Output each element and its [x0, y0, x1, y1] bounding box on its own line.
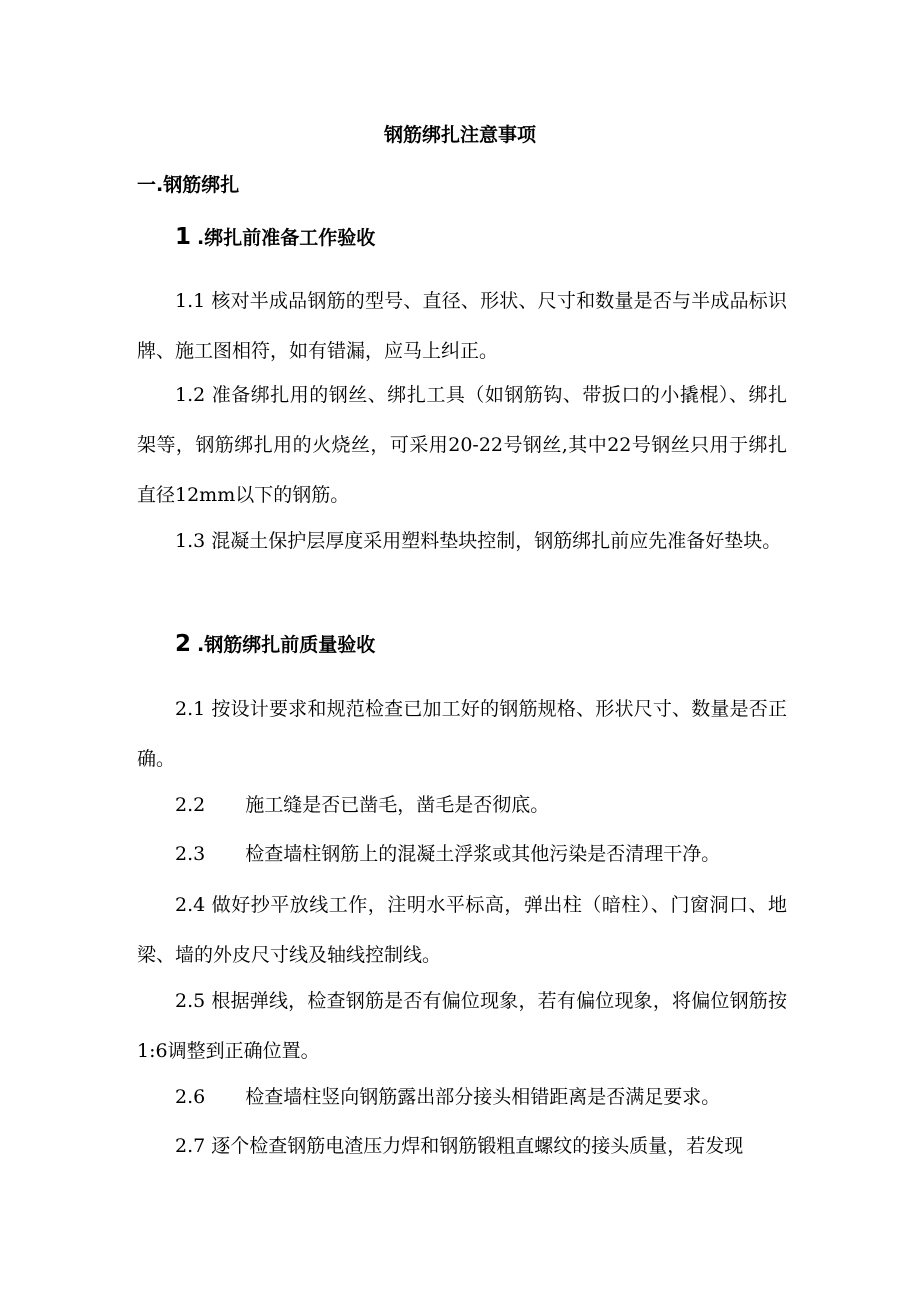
clause-number: 1.2 [175, 384, 206, 406]
clause-number: 2.7 [175, 1135, 206, 1157]
subheading-1 [175, 222, 375, 253]
clause-text: 核对半成品钢筋的型号、直径、形状、尺寸和数量是否与半成品标识牌、施工图相符，如有错漏，应马上纠正。 [137, 290, 787, 362]
clause-text: 检查墙柱竖向钢筋露出部分接头相错距离是否满足要求。 [245, 1086, 721, 1108]
subheading-number: 2 [175, 631, 192, 657]
paragraph-1-3 [137, 516, 787, 566]
paragraph-2-4 [137, 880, 787, 980]
section-heading: 一.钢筋绑扎 [137, 174, 240, 196]
clause-number: 2.4 [175, 894, 206, 916]
page-title: 钢筋绑扎注意事项 [383, 124, 536, 146]
subheading-number: 1 [175, 224, 192, 250]
paragraph-2-6 [137, 1072, 787, 1122]
clause-number: 2.1 [175, 698, 206, 720]
subheading-text: .绑扎前准备工作验收 [197, 227, 376, 249]
clause-text: 检查墙柱钢筋上的混凝土浮浆或其他污染是否清理干净。 [245, 843, 721, 865]
clause-text: 根据弹线，检查钢筋是否有偏位现象，若有偏位现象，将偏位钢筋按1:6调整到正确位置。 [137, 990, 787, 1062]
clause-number: 1.3 [175, 530, 206, 552]
paragraph-2-2 [137, 780, 787, 830]
clause-text: 按设计要求和规范检查已加工好的钢筋规格、形状尺寸、数量是否正确。 [137, 698, 787, 770]
clause-text: 做好抄平放线工作，注明水平标高，弹出柱（暗柱）、门窗洞口、地梁、墙的外皮尺寸线及轴线控制线。 [137, 894, 787, 966]
clause-text: 混凝土保护层厚度采用塑料垫块控制，钢筋绑扎前应先准备好垫块。 [211, 530, 782, 552]
paragraph-2-5 [137, 976, 787, 1076]
clause-text: 准备绑扎用的钢丝、绑扎工具（如钢筋钩、带扳口的小撬棍）、绑扎架等，钢筋绑扎用的火烧丝，可采用20-22号钢丝,其中22号钢丝只用于绑扎直径12mm以下的钢筋。 [137, 384, 787, 506]
paragraph-1-1 [137, 276, 787, 376]
paragraph-2-1 [137, 684, 787, 784]
paragraph-2-7 [137, 1121, 787, 1171]
clause-number: 2.6 [175, 1086, 206, 1108]
clause-number: 1.1 [175, 290, 206, 312]
clause-text: 施工缝是否已凿毛，凿毛是否彻底。 [245, 794, 550, 816]
clause-number: 2.3 [175, 843, 206, 865]
paragraph-2-3 [137, 829, 787, 879]
clause-number: 2.5 [175, 990, 206, 1012]
paragraph-1-2 [137, 370, 787, 520]
subheading-2 [175, 629, 375, 660]
subheading-text: .钢筋绑扎前质量验收 [197, 634, 376, 656]
clause-number: 2.2 [175, 794, 206, 816]
clause-text: 逐个检查钢筋电渣压力焊和钢筋锻粗直螺纹的接头质量，若发现 [211, 1135, 744, 1157]
